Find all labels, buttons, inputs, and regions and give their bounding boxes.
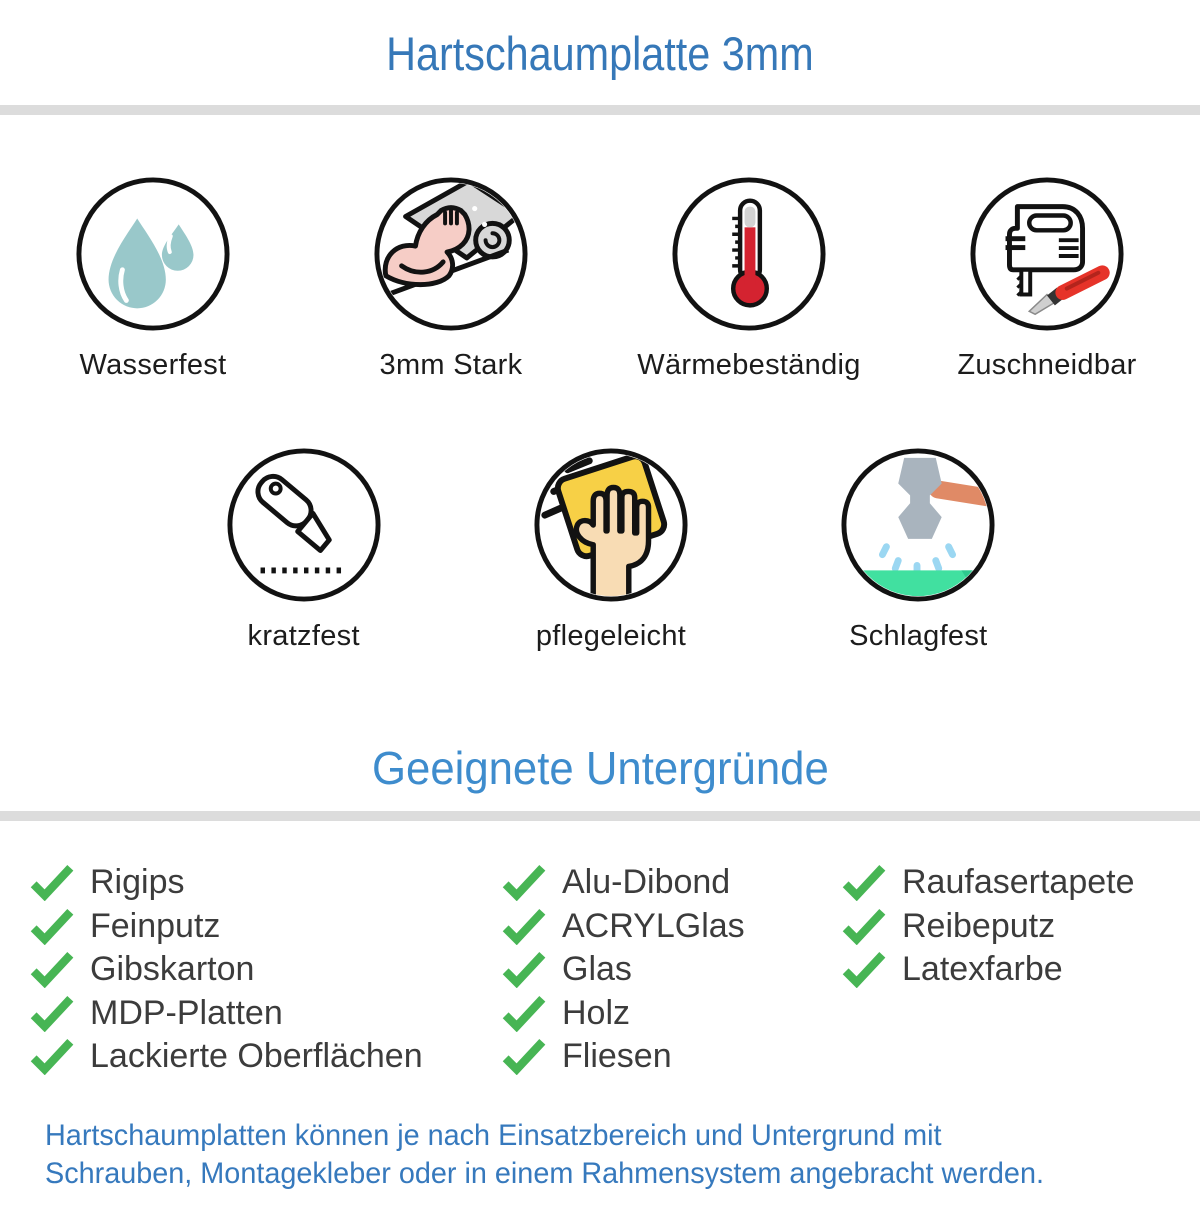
feature-row-1 — [0, 175, 1200, 382]
checkmark-icon — [842, 951, 886, 988]
mounting-note-line-1: Hartschaumplatten können je nach Einsatzbereich und Untergrund mit — [45, 1118, 942, 1152]
feature-label-waermebestaendig: Wärmebeständig — [637, 349, 861, 381]
substrate-label: Gibskarton — [90, 950, 255, 989]
feature-row-2 — [0, 446, 1200, 653]
checkmark-icon — [502, 995, 546, 1032]
checkmark-icon — [502, 908, 546, 945]
jigsaw-icon — [968, 175, 1126, 333]
substrate-label: Glas — [562, 950, 632, 989]
checkmark-icon — [842, 908, 886, 945]
substrates-column-1 — [30, 861, 502, 1079]
hammer-icon — [839, 446, 997, 604]
feature-wasserfest — [4, 175, 302, 382]
feature-label-wasserfest: Wasserfest — [79, 349, 227, 381]
substrate-item — [30, 1035, 502, 1079]
substrate-item — [842, 905, 1200, 949]
checkmark-icon — [502, 1038, 546, 1075]
substrates-list — [0, 861, 1200, 1079]
page-title — [0, 26, 1200, 81]
substrate-label: Latexfarbe — [902, 950, 1063, 989]
checkmark-icon — [30, 951, 74, 988]
substrate-label: ACRYLGlas — [562, 906, 745, 945]
page-title-text: Hartschaumplatte 3mm — [386, 27, 814, 80]
substrate-label: Raufasertapete — [902, 863, 1135, 902]
feature-waermebestaendig — [600, 175, 898, 382]
substrate-label: Holz — [562, 993, 631, 1032]
substrate-item — [30, 905, 502, 949]
substrate-label: Fliesen — [562, 1037, 672, 1076]
substrate-item — [30, 861, 502, 905]
substrates-heading — [0, 741, 1200, 795]
middle-divider — [0, 811, 1200, 821]
substrate-item — [842, 861, 1200, 905]
feature-label-pflegeleicht: pflegeleicht — [535, 620, 687, 652]
feature-schlagfest — [765, 446, 1072, 653]
substrate-label: Reibeputz — [902, 906, 1056, 945]
substrates-heading-text: Geeignete Untergründe — [371, 742, 829, 794]
substrate-item — [502, 861, 842, 905]
substrate-item — [502, 948, 842, 992]
substrate-item — [842, 948, 1200, 992]
substrate-label: Lackierte Oberflächen — [90, 1037, 423, 1076]
feature-3mm-stark — [302, 175, 600, 382]
checkmark-icon — [30, 864, 74, 901]
substrate-item — [502, 905, 842, 949]
substrate-label: Feinputz — [90, 906, 221, 945]
substrate-label: MDP-Platten — [90, 993, 283, 1032]
substrate-item — [30, 992, 502, 1036]
substrate-item — [502, 992, 842, 1036]
checkmark-icon — [30, 908, 74, 945]
substrates-column-2 — [502, 861, 842, 1079]
feature-zuschneidbar — [898, 175, 1196, 382]
feature-label-schlagfest: Schlagfest — [849, 620, 988, 652]
feature-label-kratzfest: kratzfest — [247, 620, 360, 652]
mounting-note-line-2: Schrauben, Montagekleber oder in einem Rahmensystem angebracht werden. — [45, 1156, 1044, 1190]
substrate-label: Alu-Dibond — [562, 863, 731, 902]
mounting-note — [0, 1117, 1200, 1193]
feature-label-3mm-stark: 3mm Stark — [379, 349, 523, 381]
substrate-item — [30, 948, 502, 992]
substrate-label: Rigips — [90, 863, 185, 902]
checkmark-icon — [30, 995, 74, 1032]
substrates-column-3 — [842, 861, 1200, 1079]
substrate-item — [502, 1035, 842, 1079]
top-divider — [0, 105, 1200, 115]
thermometer-icon — [670, 175, 828, 333]
checkmark-icon — [502, 951, 546, 988]
feature-label-zuschneidbar: Zuschneidbar — [957, 349, 1137, 381]
feature-pflegeleicht — [457, 446, 764, 653]
checkmark-icon — [842, 864, 886, 901]
checkmark-icon — [502, 864, 546, 901]
cleaning-hand-icon — [532, 446, 690, 604]
checkmark-icon — [30, 1038, 74, 1075]
water-drops-icon — [74, 175, 232, 333]
utility-knife-icon — [225, 446, 383, 604]
muscle-arm-icon — [372, 175, 530, 333]
feature-kratzfest — [150, 446, 457, 653]
